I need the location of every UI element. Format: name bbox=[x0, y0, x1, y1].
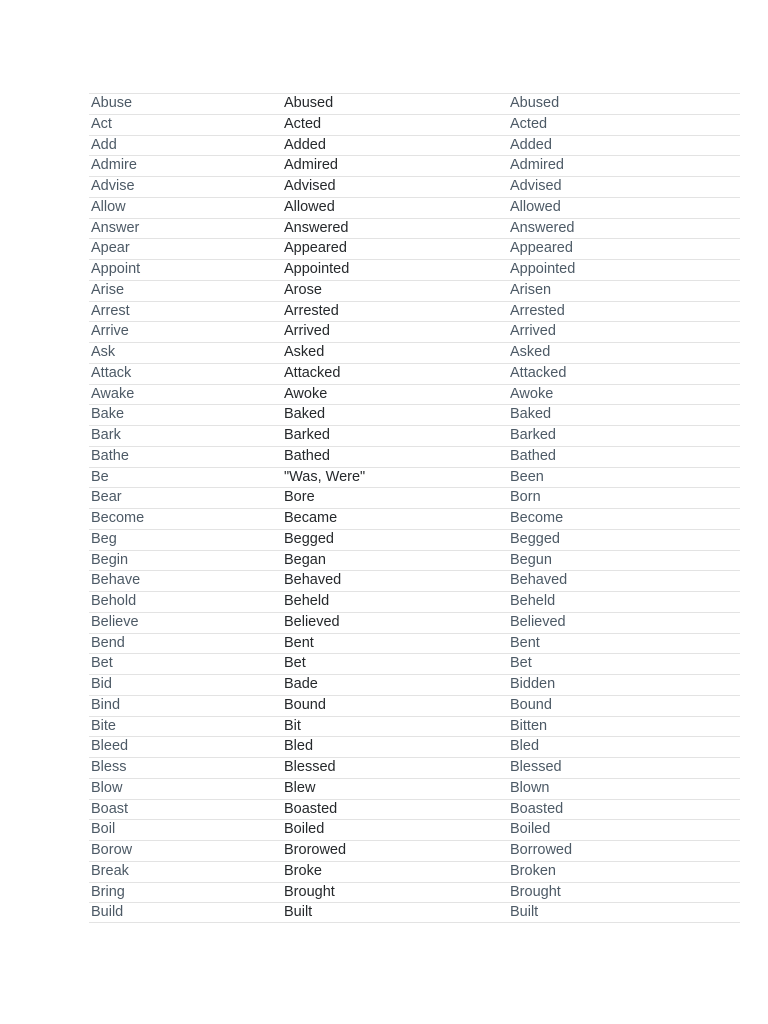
past-simple-cell: "Was, Were" bbox=[284, 468, 366, 485]
base-form-cell: Admire bbox=[91, 157, 137, 174]
past-participle-cell: Appeared bbox=[510, 240, 573, 257]
base-form-cell: Bite bbox=[91, 717, 116, 734]
past-participle-cell: Awoke bbox=[510, 385, 554, 402]
past-participle-cell: Behaved bbox=[510, 572, 568, 589]
table-row bbox=[89, 363, 740, 384]
table-row bbox=[89, 695, 740, 716]
base-form-cell: Abuse bbox=[91, 95, 133, 111]
past-simple-cell: Bled bbox=[284, 738, 314, 755]
table-row bbox=[89, 799, 740, 820]
table-row bbox=[89, 176, 740, 197]
past-simple-cell: Bound bbox=[284, 696, 326, 713]
table-row bbox=[89, 757, 740, 778]
base-form-cell: Be bbox=[91, 468, 109, 485]
past-simple-cell: Bore bbox=[284, 489, 315, 506]
past-participle-cell: Born bbox=[510, 489, 541, 506]
base-form-cell: Answer bbox=[91, 219, 140, 236]
table-row bbox=[89, 135, 740, 156]
past-simple-cell: Arrived bbox=[284, 323, 330, 340]
past-simple-cell: Appointed bbox=[284, 261, 350, 277]
table-row bbox=[89, 446, 740, 467]
past-participle-cell: Borrowed bbox=[510, 842, 573, 858]
past-participle-cell: Attacked bbox=[510, 364, 567, 381]
past-participle-cell: Boiled bbox=[510, 821, 551, 838]
table-row bbox=[89, 736, 740, 757]
table-row bbox=[89, 425, 740, 446]
past-participle-cell: Bet bbox=[510, 655, 532, 672]
verb-forms-table bbox=[89, 93, 740, 923]
base-form-cell: Allow bbox=[91, 198, 126, 215]
table-row bbox=[89, 570, 740, 591]
past-participle-cell: Asked bbox=[510, 344, 551, 360]
past-participle-cell: Bitten bbox=[510, 717, 548, 734]
past-participle-cell: Believed bbox=[510, 613, 566, 630]
table-row bbox=[89, 550, 740, 571]
base-form-cell: Believe bbox=[91, 613, 139, 630]
table-row bbox=[89, 674, 740, 695]
past-simple-cell: Acted bbox=[284, 115, 322, 132]
past-simple-cell: Allowed bbox=[284, 198, 335, 215]
base-form-cell: Build bbox=[91, 904, 124, 921]
past-participle-cell: Bidden bbox=[510, 676, 556, 692]
base-form-cell: Bend bbox=[91, 634, 125, 651]
table-row bbox=[89, 321, 740, 342]
past-participle-cell: Acted bbox=[510, 115, 548, 132]
table-row bbox=[89, 902, 740, 923]
table-row bbox=[89, 155, 740, 176]
base-form-cell: Boil bbox=[91, 821, 116, 838]
base-form-cell: Begin bbox=[91, 551, 129, 568]
table-row bbox=[89, 633, 740, 654]
past-participle-cell: Abused bbox=[510, 95, 560, 111]
base-form-cell: Awake bbox=[91, 385, 135, 402]
past-participle-cell: Bound bbox=[510, 696, 552, 713]
past-participle-cell: Been bbox=[510, 468, 544, 485]
base-form-cell: Attack bbox=[91, 364, 132, 381]
table-row bbox=[89, 197, 740, 218]
table-row bbox=[89, 861, 740, 882]
base-form-cell: Advise bbox=[91, 178, 135, 194]
past-simple-cell: Asked bbox=[284, 344, 325, 360]
base-form-cell: Bring bbox=[91, 883, 125, 900]
base-form-cell: Bear bbox=[91, 489, 122, 506]
past-simple-cell: Bathed bbox=[284, 447, 330, 464]
base-form-cell: Bid bbox=[91, 676, 112, 692]
past-participle-cell: Barked bbox=[510, 427, 556, 443]
past-simple-cell: Blessed bbox=[284, 759, 336, 775]
past-simple-cell: Boiled bbox=[284, 821, 325, 838]
table-row bbox=[89, 238, 740, 259]
table-row bbox=[89, 487, 740, 508]
base-form-cell: Break bbox=[91, 862, 129, 879]
past-simple-cell: Bent bbox=[284, 634, 314, 651]
table-row bbox=[89, 301, 740, 322]
past-participle-cell: Become bbox=[510, 510, 564, 526]
past-participle-cell: Broken bbox=[510, 862, 556, 879]
past-participle-cell: Arisen bbox=[510, 281, 552, 298]
past-participle-cell: Bled bbox=[510, 738, 540, 755]
past-participle-cell: Bent bbox=[510, 634, 540, 651]
past-participle-cell: Added bbox=[510, 136, 552, 153]
past-participle-cell: Answered bbox=[510, 219, 575, 236]
table-row bbox=[89, 529, 740, 550]
past-simple-cell: Became bbox=[284, 510, 338, 526]
past-simple-cell: Brought bbox=[284, 883, 335, 900]
base-form-cell: Add bbox=[91, 136, 117, 153]
base-form-cell: Appoint bbox=[91, 261, 141, 277]
base-form-cell: Ask bbox=[91, 344, 116, 360]
past-simple-cell: Abused bbox=[284, 95, 334, 111]
table-row bbox=[89, 653, 740, 674]
past-participle-cell: Allowed bbox=[510, 198, 561, 215]
base-form-cell: Behave bbox=[91, 572, 141, 589]
table-row bbox=[89, 778, 740, 799]
table-row bbox=[89, 591, 740, 612]
past-simple-cell: Blew bbox=[284, 779, 316, 796]
past-participle-cell: Blown bbox=[510, 779, 550, 796]
base-form-cell: Behold bbox=[91, 593, 137, 609]
table-row bbox=[89, 404, 740, 425]
base-form-cell: Bark bbox=[91, 427, 121, 443]
base-form-cell: Bless bbox=[91, 759, 127, 775]
base-form-cell: Become bbox=[91, 510, 145, 526]
past-simple-cell: Advised bbox=[284, 178, 336, 194]
past-simple-cell: Admired bbox=[284, 157, 338, 174]
past-participle-cell: Bathed bbox=[510, 447, 556, 464]
past-simple-cell: Began bbox=[284, 551, 326, 568]
base-form-cell: Bet bbox=[91, 655, 113, 672]
base-form-cell: Borow bbox=[91, 842, 133, 858]
past-participle-cell: Begged bbox=[510, 530, 560, 547]
past-simple-cell: Begged bbox=[284, 530, 334, 547]
past-simple-cell: Attacked bbox=[284, 364, 341, 381]
past-simple-cell: Behaved bbox=[284, 572, 342, 589]
base-form-cell: Bathe bbox=[91, 447, 129, 464]
table-row bbox=[89, 280, 740, 301]
table-row bbox=[89, 612, 740, 633]
table-row bbox=[89, 819, 740, 840]
past-participle-cell: Advised bbox=[510, 178, 562, 194]
base-form-cell: Bind bbox=[91, 696, 121, 713]
past-simple-cell: Bit bbox=[284, 717, 301, 734]
table-row bbox=[89, 882, 740, 903]
past-simple-cell: Arose bbox=[284, 281, 322, 298]
past-participle-cell: Brought bbox=[510, 883, 561, 900]
base-form-cell: Boast bbox=[91, 800, 129, 817]
table-row bbox=[89, 840, 740, 861]
past-participle-cell: Boasted bbox=[510, 800, 564, 817]
base-form-cell: Bleed bbox=[91, 738, 129, 755]
past-participle-cell: Beheld bbox=[510, 593, 556, 609]
past-participle-cell: Admired bbox=[510, 157, 564, 174]
table-row bbox=[89, 93, 740, 114]
past-participle-cell: Built bbox=[510, 904, 539, 921]
past-simple-cell: Built bbox=[284, 904, 313, 921]
past-participle-cell: Baked bbox=[510, 406, 552, 423]
table-row bbox=[89, 218, 740, 239]
past-simple-cell: Beheld bbox=[284, 593, 330, 609]
base-form-cell: Bake bbox=[91, 406, 125, 423]
past-participle-cell: Arrested bbox=[510, 302, 565, 319]
base-form-cell: Arrest bbox=[91, 302, 130, 319]
base-form-cell: Apear bbox=[91, 240, 130, 257]
past-simple-cell: Answered bbox=[284, 219, 349, 236]
past-simple-cell: Boasted bbox=[284, 800, 338, 817]
base-form-cell: Blow bbox=[91, 779, 123, 796]
past-simple-cell: Baked bbox=[284, 406, 326, 423]
base-form-cell: Beg bbox=[91, 530, 117, 547]
past-simple-cell: Brorowed bbox=[284, 842, 347, 858]
past-simple-cell: Awoke bbox=[284, 385, 328, 402]
past-participle-cell: Begun bbox=[510, 551, 552, 568]
table-row bbox=[89, 384, 740, 405]
past-participle-cell: Arrived bbox=[510, 323, 556, 340]
table-row bbox=[89, 259, 740, 280]
base-form-cell: Arise bbox=[91, 281, 125, 298]
past-simple-cell: Broke bbox=[284, 862, 322, 879]
past-simple-cell: Appeared bbox=[284, 240, 347, 257]
table-row bbox=[89, 467, 740, 488]
past-simple-cell: Barked bbox=[284, 427, 330, 443]
past-simple-cell: Believed bbox=[284, 613, 340, 630]
past-simple-cell: Bade bbox=[284, 676, 318, 692]
table-row bbox=[89, 508, 740, 529]
past-simple-cell: Added bbox=[284, 136, 326, 153]
past-simple-cell: Arrested bbox=[284, 302, 339, 319]
past-participle-cell: Blessed bbox=[510, 759, 562, 775]
table-row bbox=[89, 342, 740, 363]
base-form-cell: Act bbox=[91, 115, 112, 132]
past-participle-cell: Appointed bbox=[510, 261, 576, 277]
table-row bbox=[89, 114, 740, 135]
past-simple-cell: Bet bbox=[284, 655, 306, 672]
table-row bbox=[89, 716, 740, 737]
base-form-cell: Arrive bbox=[91, 323, 129, 340]
